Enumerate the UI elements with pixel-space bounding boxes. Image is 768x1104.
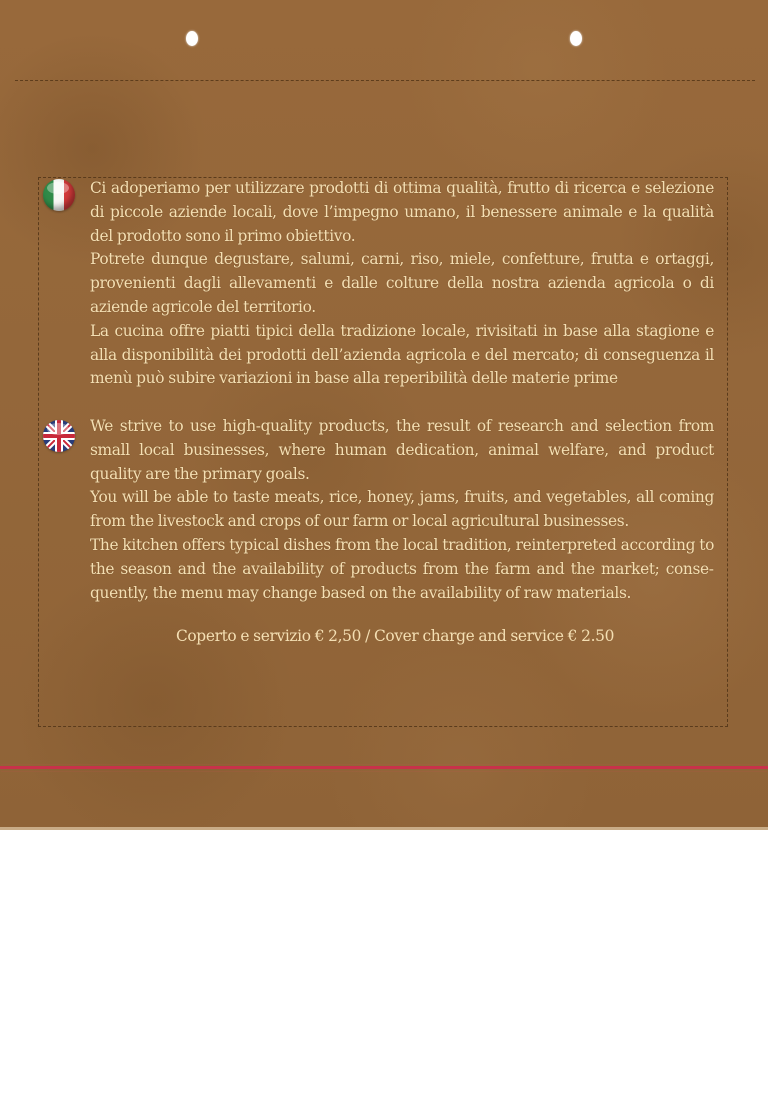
english-description xyxy=(90,415,714,605)
red-horizontal-rule xyxy=(0,766,768,769)
english-paragraph-2: You will be able to taste meats, rice, honey, jams, fruits, and vegetables, all coming from the livestock and crops of our farm or local agricultural businesses. xyxy=(90,488,714,531)
punch-hole-left xyxy=(186,31,198,46)
fold-dashed-line xyxy=(15,80,755,81)
english-paragraph-1: We strive to use high-quality products, the result of research and selection from small local businesses, where human dedication, animal welfare, and product quality are the primary goals. xyxy=(90,417,714,483)
italian-description xyxy=(90,177,714,391)
cover-charge-text: Coperto e servizio € 2,50 / Cover charge and service € 2.50 xyxy=(175,627,615,645)
italian-paragraph-1: Ci adoperiamo per utilizzare prodotti di ottima qualità, frutto di ricerca e selezione di piccole aziende locali, dove l’impegno umano, il benessere animale e la qualità del prodotto sono il primo obiettivo. xyxy=(90,179,714,245)
italian-paragraph-3: La cucina offre piatti tipici della tradizione locale, rivisitati in base alla stagione e alla disponibilità dei prodotti dell’azienda agricola e del mercato; di conseguenza il menù può subire variazioni in base alla reperibilità delle materie prime xyxy=(90,321,714,388)
english-paragraph-3: The kitchen offers typical dishes from the local tradition, reinterpreted according to the season and the availability of products from the farm and the market; consequently, the menu may change based on the availability of raw materials. xyxy=(90,535,714,602)
italian-paragraph-2: Potrete dunque degustare, salumi, carni, riso, miele, confetture, frutta e ortaggi, provenienti dagli allevamenti e dalle colture della nostra azienda agricola o di aziende agricole del territorio. xyxy=(90,250,714,316)
uk-flag-icon xyxy=(43,420,75,452)
punch-hole-right xyxy=(570,31,582,46)
italy-flag-icon xyxy=(43,179,75,211)
